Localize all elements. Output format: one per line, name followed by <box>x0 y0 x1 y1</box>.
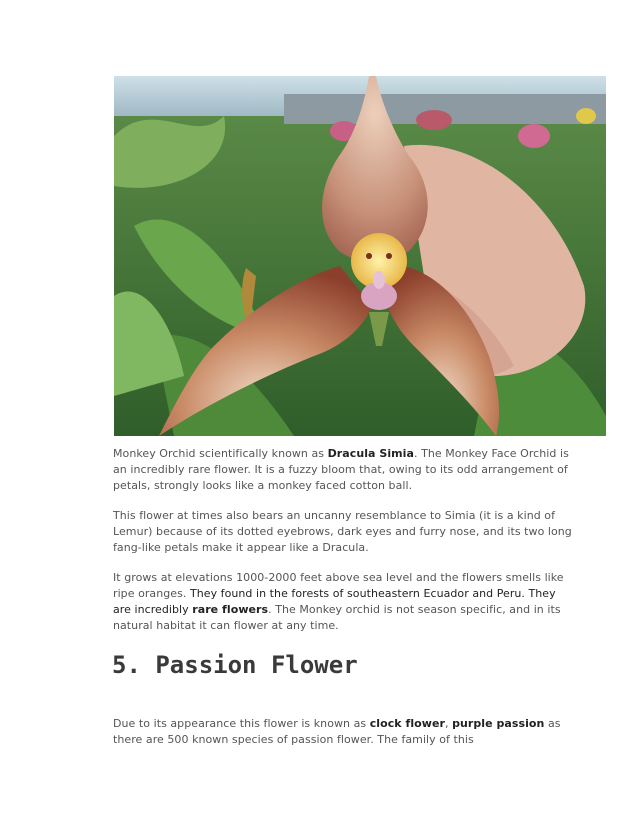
paragraph-text: Monkey Orchid scientifically known as <box>113 447 328 460</box>
paragraph-text: Due to its appearance this flower is known as <box>113 717 370 730</box>
paragraph-text: , <box>444 717 453 730</box>
paragraph-text: as there are 500 known species of passion flower. The family of this <box>113 717 561 746</box>
paragraph-monkey-orchid-intro <box>113 446 573 494</box>
habitat-text: They found in the forests of southeastern Ecuador and Peru. They are incredibly <box>113 587 556 616</box>
paragraph-text: . The Monkey orchid is not season specific, and in its natural habitat it can flower at any time. <box>113 603 561 632</box>
paragraph-habitat <box>113 570 573 634</box>
paragraph-simia-resemblance <box>113 508 573 556</box>
bold-term-purple-passion: purple passion <box>452 717 545 730</box>
bold-term-clock-flower: clock flower <box>369 717 445 730</box>
bold-term-dracula-simia: Dracula Simia <box>327 447 414 460</box>
bold-term-rare-flowers: rare flowers <box>192 603 269 616</box>
paragraph-passion-flower-intro <box>113 716 573 748</box>
paragraph-text: . The Monkey Face Orchid is an incredibly rare flower. It is a fuzzy bloom that, owing to its odd arrangement of petals, strongly looks like a monkey faced cotton ball. <box>113 447 569 492</box>
paragraph-text: This flower at times also bears an uncanny resemblance to Simia (it is a kind of Lemur) because of its dotted eyebrows, dark eyes and furry nose, and its two long fang-like petals make it appear like a Dracula. <box>113 509 572 554</box>
section-heading-passion-flower: 5. Passion Flower <box>112 651 358 679</box>
paragraph-text: It grows at elevations 1000-2000 feet above sea level and the flowers smells like ripe oranges. <box>113 571 564 600</box>
monkey-orchid-photo <box>114 76 606 436</box>
